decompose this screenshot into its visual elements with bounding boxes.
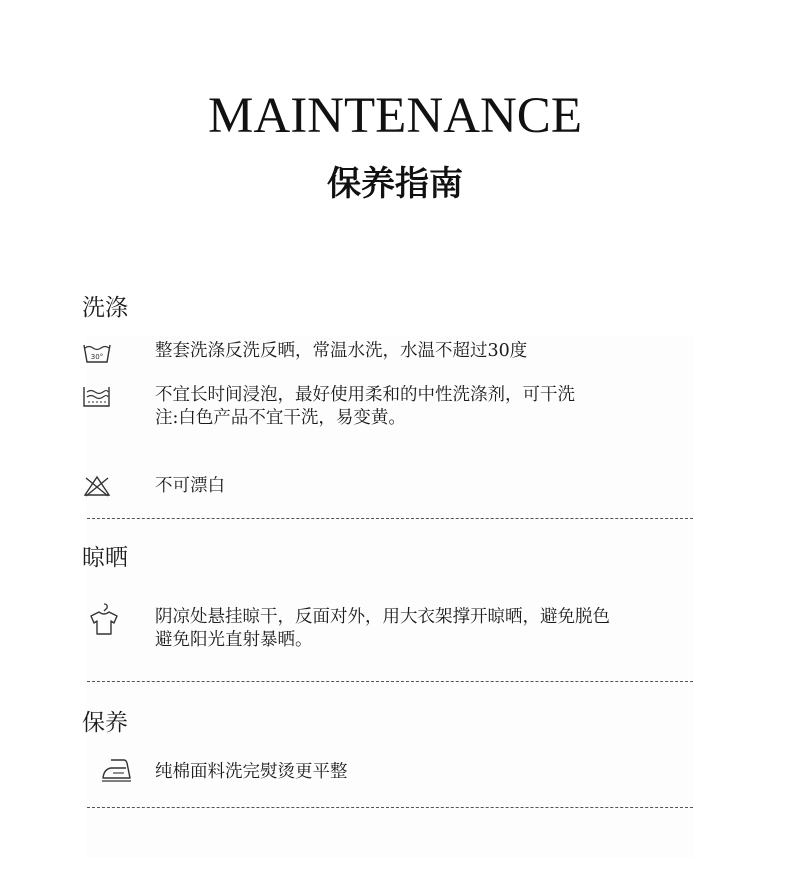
washing-item-2-line-2: 注:白色产品不宜干洗，易变黄。 (155, 408, 406, 428)
drying-item-1-line-2: 避免阳光直射暴晒。 (155, 630, 313, 650)
section-title-drying: 晾晒 (82, 545, 128, 571)
washing-item-3: 不可漂白 (155, 476, 225, 496)
section-title-washing: 洗涤 (82, 295, 128, 321)
page-title-english: MAINTENANCE (208, 88, 582, 144)
hanging-dry-icon (86, 602, 122, 636)
drying-item-1-line-1: 阴凉处悬挂晾干，反面对外，用大衣架撑开晾晒，避免脱色 (155, 607, 610, 627)
divider-2 (87, 681, 693, 682)
washing-item-1: 整套洗涤反洗反晒，常温水洗，水温不超过30度 (155, 341, 528, 361)
wash-30-degrees-icon (82, 341, 112, 365)
washing-item-2-line-1: 不宜长时间浸泡，最好使用柔和的中性洗涤剂，可干洗 (155, 385, 575, 405)
care-item-1: 纯棉面料洗完熨烫更平整 (155, 762, 348, 782)
washing-item-2 (155, 384, 575, 430)
section-title-care: 保养 (82, 710, 128, 736)
gentle-wash-icon (82, 384, 112, 410)
drying-item-1 (155, 606, 610, 652)
page-title-chinese: 保养指南 (327, 164, 463, 204)
divider-1 (87, 518, 693, 519)
svg-text:30°: 30° (90, 353, 104, 361)
divider-3 (87, 807, 693, 808)
iron-icon (100, 757, 134, 783)
no-bleach-icon (82, 474, 112, 498)
